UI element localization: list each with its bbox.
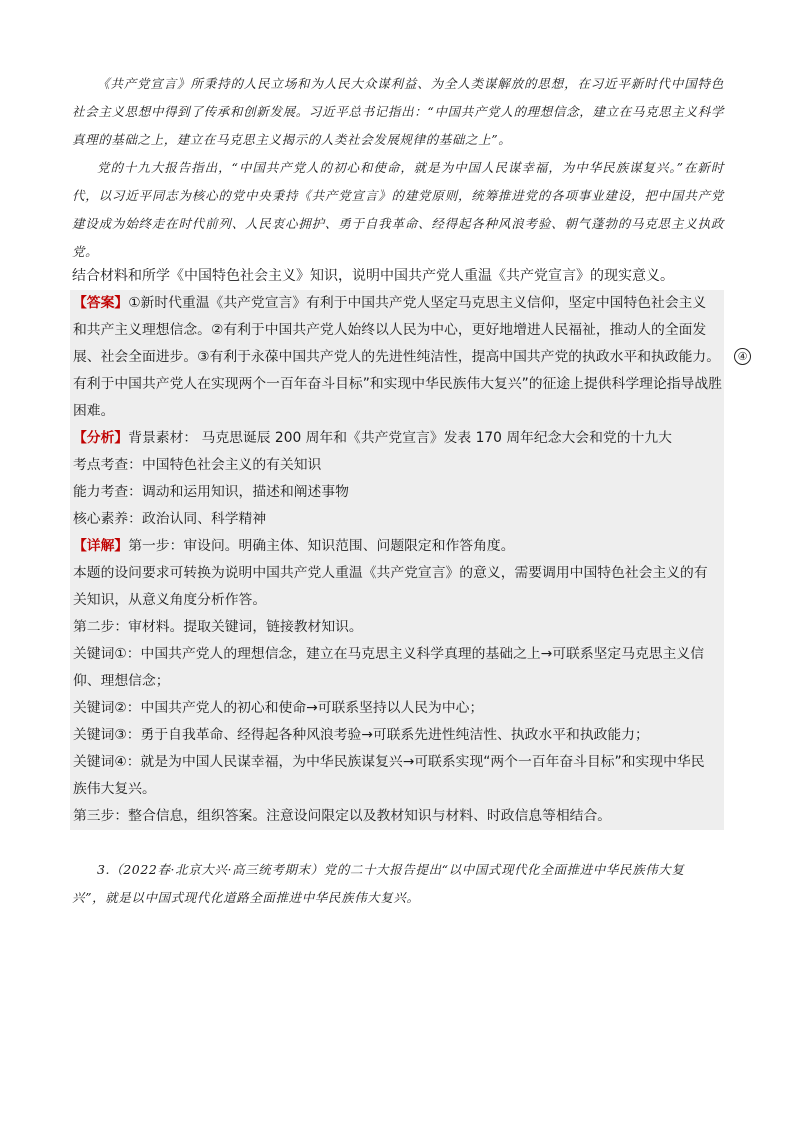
answer-line-1: 【答案】①新时代重温《共产党宣言》有利于中国共产党人坚定马克思主义信仰，坚定中国特色社会主义 [73,295,707,311]
material-paragraph-1: 《共产党宣言》所秉持的人民立场和为人民大众谋利益、为全人类谋解放的思想，在习近平新时代中国特色社会主义思想中得到了传承和创新发展。习近平总书记指出：“中国共产党人的理想信念，建立在马克思主义科学真理的基础之上，建立在马克思主义揭示的人类社会发展规律的基础之上”。 [72,76,724,147]
material-paragraph-2: 党的十九大报告指出，“中国共产党人的初心和使命，就是为中国人民谋幸福，为中华民族谋复兴。”在新时代，以习近平同志为核心的党中央秉持《共产党宣言》的建党原则，统筹推进党的各项事业建设，把中国共产党建设成为始终走在时代前列、人民衷心拥护、勇于自我革命、经得起各种风浪考验、朝气蓬勃的马克思主义执政党。 [72,160,724,259]
analysis-ability: 能力考查：调动和运用知识，描述和阐述事物 [73,484,349,500]
circled-number-four: ④ [734,348,751,365]
detail-step1-line-1: 本题的设问要求可转换为说明中国共产党人重温《共产党宣言》的意义，需要调用中国特色社会主义的有 [73,565,708,581]
keyword-4-line-1: 关键词④：就是为中国人民谋幸福，为中华民族谋复兴→可联系实现“两个一百年奋斗目标”和实现中华民 [73,754,705,770]
keyword-4-line-2: 族伟大复兴。 [73,781,156,797]
answer-line-2: 和共产主义理想信念。②有利于中国共产党人始终以人民为中心，更好地增进人民福祉，推动人的全面发 [73,322,707,338]
analysis-knowledge: 考点考查：中国特色社会主义的有关知识 [73,457,322,473]
keyword-1-line-2: 仰、理想信念； [73,673,170,689]
material-section [72,70,724,266]
question-text: 结合材料和所学《中国特色社会主义》知识，说明中国共产党人重温《共产党宣言》的现实意义。 [72,268,674,284]
answer-explanation-block [70,290,724,830]
answer-tag: 【答案】 [73,295,129,311]
answer-line-5: 困难。 [73,403,115,419]
answer-line-4: 有利于中国共产党人在实现两个一百年奋斗目标”和实现中华民族伟大复兴”的征途上提供科学理论指导战胜 [73,376,722,392]
analysis-literacy: 核心素养：政治认同、科学精神 [73,511,267,527]
analysis-tag: 【分析】 [73,430,129,446]
answer-line-3: 展、社会全面进步。③有利于永葆中国共产党人的先进性纯洁性，提高中国共产党的执政水平和执政能力。 [73,349,721,365]
next-question-line-2: 兴”，就是以中国式现代化道路全面推进中华民族伟大复兴。 [72,890,420,905]
detail-step1-line-2: 关知识，从意义角度分析作答。 [73,592,267,608]
detail-tag: 【详解】 [73,538,129,554]
keyword-2: 关键词②：中国共产党人的初心和使命→可联系坚持以人民为中心； [73,700,484,716]
keyword-1-line-1: 关键词①：中国共产党人的理想信念，建立在马克思主义科学真理的基础之上→可联系坚定马克思主义信 [73,646,704,662]
keyword-3: 关键词③：勇于自我革命、经得起各种风浪考验→可联系先进性纯洁性、执政水平和执政能力； [73,727,649,743]
detail-step-3: 第三步：整合信息，组织答案。注意设问限定以及教材知识与材料、时政信息等相结合。 [73,808,612,824]
detail-step-2: 第二步：审材料。提取关键词，链接教材知识。 [73,619,363,635]
detail-step-1: 【详解】第一步：审设问。明确主体、知识范围、问题限定和作答角度。 [73,538,515,554]
analysis-background: 【分析】背景素材： 马克思诞辰 200 周年和《共产党宣言》发表 170 周年纪念大会和党的十九大 [73,430,672,446]
next-question-line-1: 3.（2022春·北京大兴·高三统考期末）党的二十大报告提出“以中国式现代化全面推进中华民族伟大复 [97,862,685,877]
next-question [72,856,732,912]
